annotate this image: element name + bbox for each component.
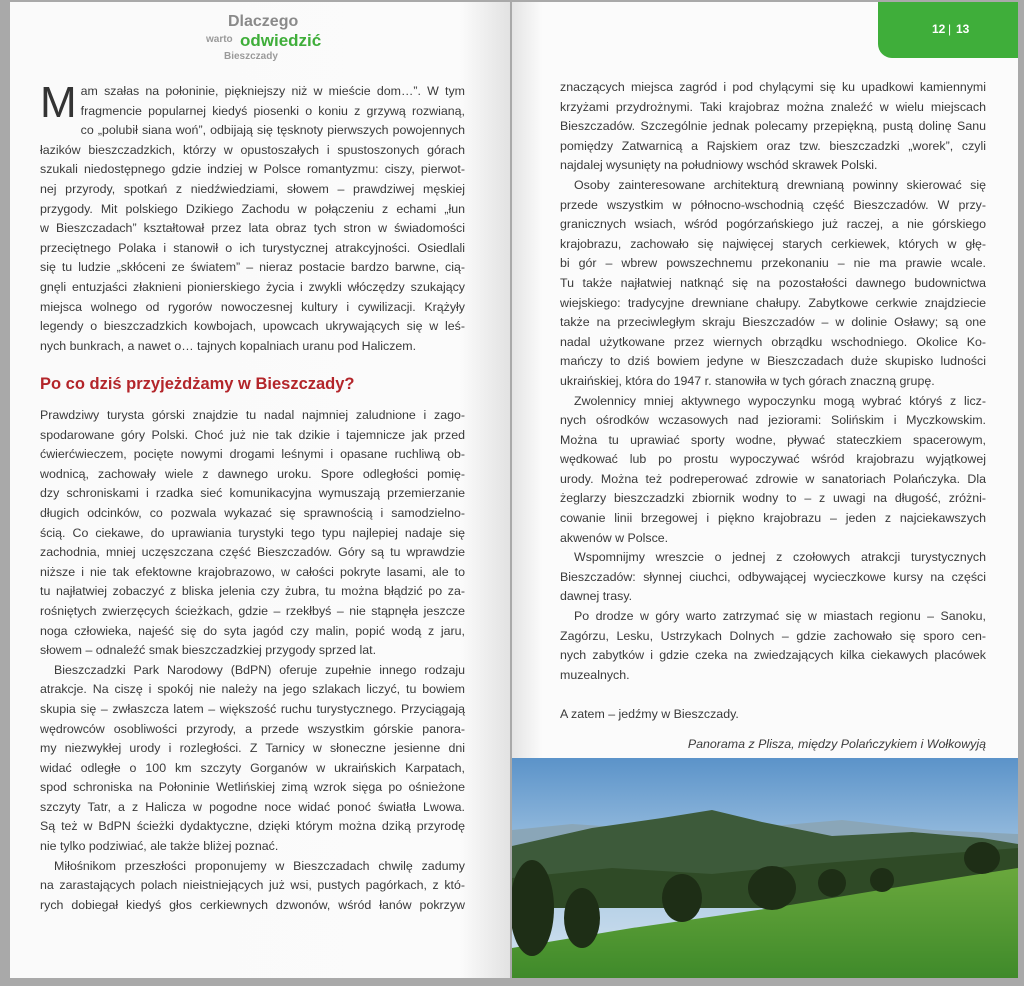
text-line: żeglarzy bieszczadzki zbiornik wodny to – z uwagi na długość, zróżni-	[560, 491, 986, 506]
text-line: muzealnych.	[560, 667, 630, 682]
text-line: krzyżami przydrożnymi. Taki krajobraz można znaleźć w wielu miejscach	[560, 99, 986, 114]
text-line: Bieszczadów. Szczególnie jednak polecamy przepiękną, pustą dolinę Sanu	[560, 119, 986, 134]
text-line: bi gór – wbrew powszechnemu przekonaniu – nie ma prawie wcale.	[560, 256, 986, 271]
text-line: gnęli entuzjaści złaknieni pionierskiego życia i zwykli włóczędzy szukający	[40, 279, 465, 294]
text-line: spodarowane góry Polski. Choć już nie tak dzikie i tajemnicze jak przed	[40, 427, 465, 442]
text-line: Prawdziwy turysta górski znajdzie tu nadal najmniej zaludnione i zago-	[40, 408, 465, 422]
text-line: rych dobiegał kiedyś głos cerkiewnych dzwonów, wśród łanów pokrzyw	[40, 897, 465, 912]
text-line: rośniętych zwierzęcych ścieżkach, gdzie – rzekłbyś – nie stąpnęła jeszcze	[40, 603, 465, 618]
text-line: legendy o bieszczadzkich kowbojach, upowcach ukrywających się w leś-	[40, 319, 465, 334]
intro-paragraph	[40, 78, 465, 356]
text-line: szczyty Tatr, a z Halicza w pogodne noce widać ponoć światła Lwowa.	[40, 799, 465, 814]
text-line: słowem – odnaleźć smak bieszczadzkiej przygody sprzed lat.	[40, 643, 377, 658]
text-line: także na przeciwległym skraju Bieszczadów – w dolinie Osławy; są one	[560, 315, 986, 330]
header-logo	[206, 14, 336, 64]
text-line: cowanie linii brzegowej i piękno krajobrazu – jeden z najciekawszych	[560, 511, 986, 526]
paragraph	[560, 705, 986, 725]
paragraph	[560, 392, 986, 549]
text-line: tu najłatwiej zobaczyć z bliska jelenia czy żubra, tu można błądzić po za-	[40, 584, 465, 599]
paragraph	[560, 176, 986, 392]
text-line: ukraińskiej, która do 1947 r. stanowiła w tych górach znaczną grupę.	[560, 373, 935, 388]
text-line: wodnicą, zachowały wiele z dawnego uroku. Spore odległości pomię-	[40, 466, 465, 481]
text-line: skupia się – zwłaszcza latem – większość ruchu turystycznego. Przyciągają	[40, 701, 465, 716]
left-page	[10, 2, 510, 978]
text-line: dzy schroniskami i rzadka sieć komunikacyjna wymuszają przemierzanie	[40, 486, 465, 501]
text-line: Zagórzu, Lesku, Ustrzykach Dolnych – gdzie zachowało się sporo cen-	[560, 628, 986, 643]
text-line: ćwierćwieczem, pocięte nowymi drogami leśnymi i opasane ruchliwą ob-	[40, 447, 465, 462]
text-line: granicznych wsiach, wśród pogórzańskiego już raczej, a nie górskiego	[560, 217, 986, 232]
paragraph	[560, 548, 986, 607]
text-line: Osoby zainteresowane architekturą drewnianą powinny skierować się	[574, 177, 986, 192]
text-line: wędkować lub po prostu wypoczywać wśród krajobrazu wyjątkowej	[560, 452, 986, 467]
text-line: Bieszczadów: słynnej ciuchci, odbywającej wycieczkowe kursy na części	[560, 569, 986, 584]
text-line: spod schroniska na Połoninie Wetlińskiej zimą wzrok sięga po ośnieżone	[40, 780, 465, 795]
text-line: noga człowieka, najeść się do syta jagód czy malin, popić wodą z jaru,	[40, 623, 465, 638]
text-line: akwenów w Polsce.	[560, 530, 669, 545]
text-line: urody. Można też podreperować zdrowie w sanatoriach Polańczyka. Dla	[560, 471, 986, 486]
intro-text	[40, 78, 465, 356]
text-line: wiejskiego: tradycyjne drewniane chałupy. Zabytkowe cerkwie znajdziecie	[560, 295, 986, 310]
text-line: pomiędzy Zatwarnicą a Rajskiem oraz tzw. bieszczadzki „worek”, czyli	[560, 138, 986, 153]
photo-caption: Panorama z Plisza, między Polańczykiem i Wołkowyją	[687, 737, 986, 751]
page-number-right: 13	[956, 22, 970, 36]
text-line: nych ośrodków wczasowych nad jeziorami: Solińskim i Myczkowskim.	[560, 413, 986, 428]
dropcap: M	[40, 78, 77, 127]
text-line: Po drodze w góry warto zatrzymać się w miastach regionu – Sanoku,	[574, 609, 986, 624]
paragraph	[560, 78, 986, 176]
text-line: łazików bieszczadzkich, którzy w opustoszałych i spustoszonych górach	[40, 142, 465, 157]
paragraph	[560, 607, 986, 685]
left-body-text	[40, 406, 465, 915]
text-line: A zatem – jedźmy w Bieszczady.	[560, 707, 739, 722]
text-line: widać odległe o 100 km szczyty Gorganów w ukraińskich Karpatach,	[40, 760, 465, 775]
page-number-separator: |	[948, 22, 952, 36]
text-line: najdalej wysunięty na południowy wschód skrawek Polski.	[560, 158, 878, 173]
logo-text-odwiedzic: odwiedzić	[240, 31, 322, 50]
text-line: niższe i nie tak efektowne krajobrazowo, w całości pokryte lasami, ale to	[40, 564, 465, 579]
text-line: nych bunkrach, a nawet o… tajnych kopalniach uranu pod Haliczem.	[40, 338, 417, 353]
text-line: Zwolennicy mniej aktywnego wypoczynku mogą wybrać któryś z licz-	[574, 393, 986, 408]
logo-text-bieszczady: Bieszczady	[224, 51, 278, 62]
text-line: Miłośnikom przeszłości proponujemy w Bieszczadach chwilę zadumy	[54, 858, 465, 873]
text-line: nie tylko podziwiać, ale także bliżej poznać.	[40, 839, 279, 854]
page-number-tab	[878, 2, 1018, 58]
text-line: my niezwykłej urody i rozległości. Z Tarnicy w słoneczne jesienne dni	[40, 741, 465, 756]
text-line: am szałas na połoninie, piękniejszy niż w mieście dom…”. W tym	[80, 84, 465, 98]
text-line: Bieszczadzki Park Narodowy (BdPN) oferuje zupełnie innego rodzaju	[54, 662, 465, 677]
text-line: na zarastających polach nieistniejących już wsi, pustych pagórkach, z któ-	[40, 878, 465, 893]
text-line: się tu ludzie „skłóceni ze światem” – nieraz postacie bardzo barwne, cią-	[40, 260, 465, 275]
text-line: Tu także najłatwiej natknąć się na pozostałości dawnego budownictwa	[560, 275, 986, 290]
text-line: wędrowców osobliwości przyrody, a przede wszystkim górskie panora-	[40, 721, 465, 736]
text-line: Można tu uprawiać sporty wodne, pływać stateczkiem spacerowym,	[560, 432, 986, 447]
text-line: nej przyrody, spotkań z niedźwiedziami, słowem – prawdziwej męskiej	[40, 181, 465, 196]
text-line: nadal użytkowane przez wiernych obrządku wschodniego. Okolice Ko-	[560, 334, 986, 349]
text-line: zachodnia, mniej uczęszczana część Bieszczadów. Góry są tu wprawdzie	[40, 545, 465, 560]
text-line: Wspomnijmy wreszcie o jednej z czołowych atrakcji turystycznych	[574, 550, 986, 565]
page-number-left: 12	[932, 22, 946, 36]
landscape-photo	[512, 758, 1018, 978]
text-line: nych zabytków i gdzie czeka na zwiedzających kilka ciekawych placówek	[560, 648, 986, 663]
section-heading: Po co dziś przyjeżdżamy w Bieszczady?	[40, 375, 355, 393]
text-line: przygody. Mit polskiego Dzikiego Zachodu w połączeniu z echami „łun	[40, 201, 465, 216]
text-line: dawnej trasy.	[560, 589, 633, 604]
text-line: przede wszystkim w północno-wschodnią część Bieszczadów. W przy-	[560, 197, 986, 212]
text-line: fragmencie popularnej kiedyś piosenki o koniu z grzywą rozwianą,	[80, 103, 465, 118]
text-line: w Bieszczadach” kształtował przez lata obraz tych stron w świadomości	[40, 221, 465, 236]
logo-text-dlaczego: Dlaczego	[228, 13, 299, 30]
paragraph	[40, 857, 465, 916]
text-line: miejsca wolnego od rygorów nowoczesnej kultury i cywilizacji. Krążyły	[40, 299, 465, 314]
text-line: mańczy to dziś bowiem jedyne w Bieszczadach duże skupisko ludności	[560, 354, 986, 369]
logo-text-warto: warto	[206, 34, 233, 45]
text-line: przeciętnego Polaka i stanowił o ich turystycznej atrakcyjności. Osiedlali	[40, 240, 465, 255]
text-line: krajobrazu, zachowało się najwięcej starych cerkiewek, których w głę-	[560, 236, 986, 251]
text-line: Są też w BdPN ścieżki dydaktyczne, dzięki którym można dziką przyrodę	[40, 819, 465, 834]
text-line: szukali niedostępnego gdzie indziej w Polsce romantyzmu: ciszy, pierwot-	[40, 162, 465, 177]
text-line: długich odcinków, co pozwala wykazać się sprawnością i samodzielno-	[40, 505, 465, 520]
paragraph	[40, 406, 465, 661]
right-page	[512, 2, 1018, 978]
text-line: ścią. Co ciekawe, do uprawiania turystyki tego typu najlepiej nadaje się	[40, 525, 465, 540]
text-line: atrakcje. Na ciszę i spokój nie należy na jego szlakach liczyć, tu bowiem	[40, 682, 465, 697]
paragraph	[40, 661, 465, 857]
text-line: co „polubił siana woń”, odbijają się tęsknoty pierwszych powojennych	[80, 123, 465, 138]
text-line: znaczących miejsca zagród i pod chylącymi się ku upadkowi kamiennymi	[560, 80, 986, 94]
right-body-text	[560, 78, 986, 725]
